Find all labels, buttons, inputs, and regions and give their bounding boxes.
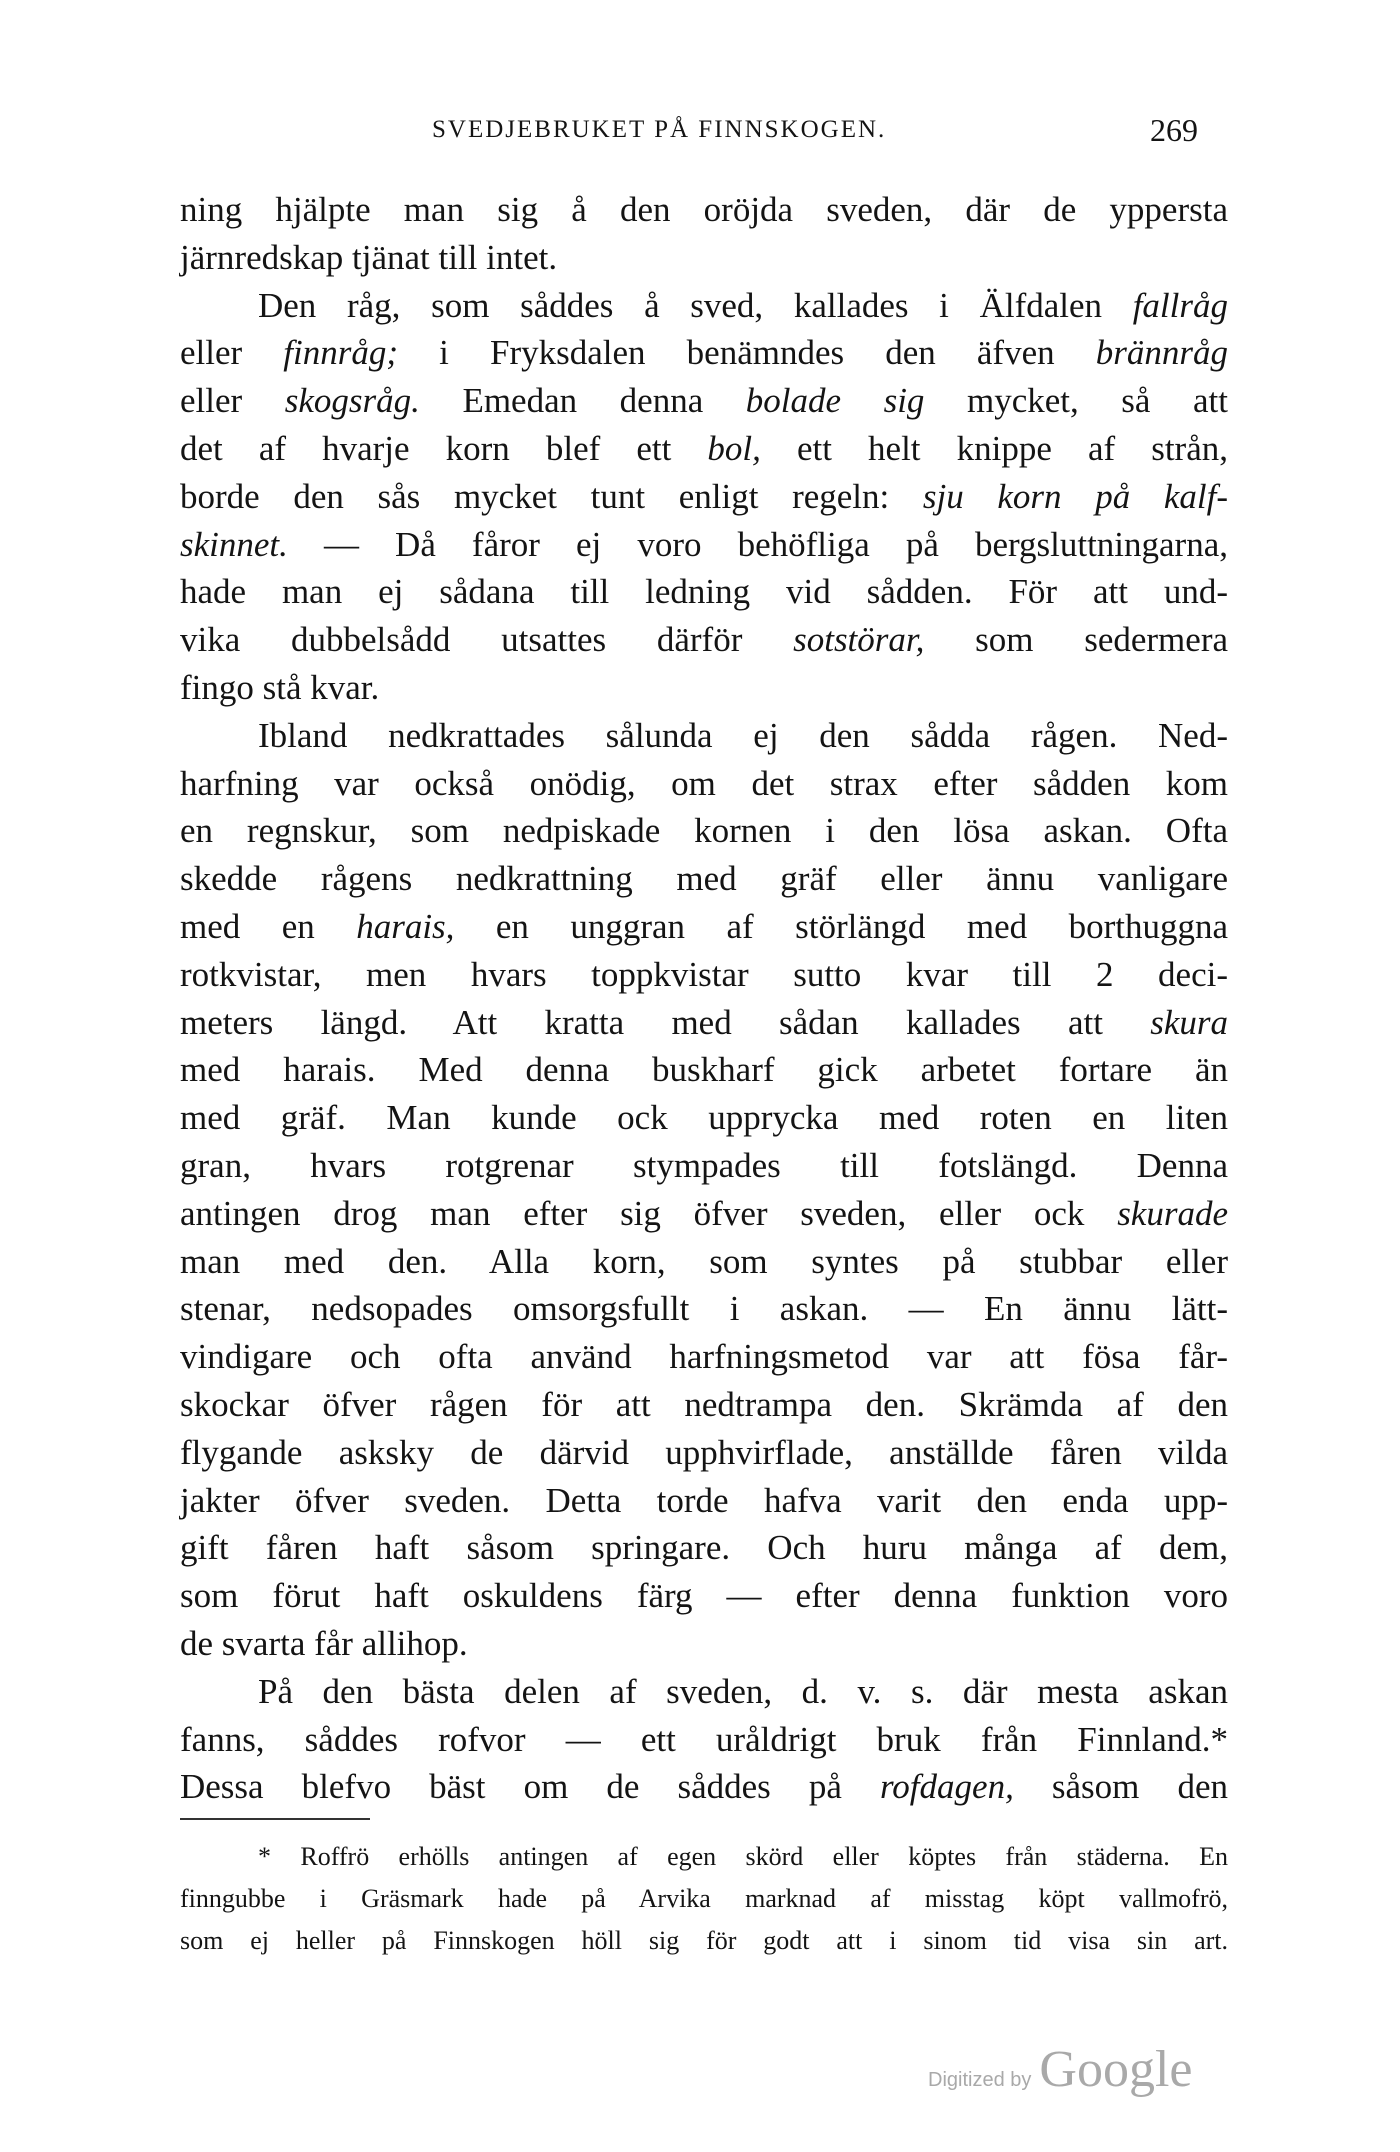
footnote-line: * Roffrö erhölls antingen af egen skörd eller köptes från städerna. En bbox=[258, 1842, 1228, 1871]
text-segment: rotkvistar, men hvars toppkvistar sutto kvar till 2 deci- bbox=[180, 954, 1228, 994]
text-segment: de svarta får allihop. bbox=[180, 1623, 468, 1663]
google-logo: Google bbox=[1039, 2041, 1193, 2098]
running-title: SVEDJEBRUKET PÅ FINNSKOGEN. bbox=[432, 116, 887, 143]
text-segment: en regnskur, som nedpiskade kornen i den lösa askan. Ofta bbox=[180, 811, 1228, 851]
footnote-divider bbox=[180, 1818, 370, 1820]
text-line bbox=[180, 1524, 1228, 1572]
text-line bbox=[180, 282, 1228, 330]
text-segment: fanns, såddes rofvor — ett uråldrigt bruk från Finnland.* bbox=[180, 1719, 1228, 1759]
italic-term: brännråg bbox=[1095, 333, 1228, 373]
italic-term: finnråg; bbox=[283, 333, 399, 373]
text-segment: Emedan denna bbox=[419, 381, 746, 421]
text-line bbox=[180, 1238, 1228, 1286]
text-line bbox=[180, 1285, 1228, 1333]
text-segment: skockar öfver rågen för att nedtrampa den. Skrämda af den bbox=[180, 1384, 1228, 1424]
text-line bbox=[180, 186, 1228, 234]
text-segment: stenar, nedsopades omsorgsfullt i askan. — En ännu lätt- bbox=[180, 1289, 1228, 1329]
text-line bbox=[180, 377, 1228, 425]
footnote bbox=[180, 1836, 1228, 1962]
text-line bbox=[180, 1763, 1228, 1811]
italic-term: skinnet. bbox=[180, 524, 288, 564]
text-segment: harfning var också onödig, om det strax efter sådden kom bbox=[180, 763, 1228, 803]
text-segment: meters längd. Att kratta med sådan kallades att bbox=[180, 1002, 1151, 1042]
footnote-line: finngubbe i Gräsmark hade på Arvika marknad af misstag köpt vallmofrö, bbox=[180, 1884, 1228, 1913]
text-segment: gift fåren haft såsom springare. Och huru många af dem, bbox=[180, 1528, 1228, 1568]
text-segment: Ibland nedkrattades sålunda ej den sådda rågen. Ned- bbox=[258, 715, 1228, 755]
text-line bbox=[180, 1046, 1228, 1094]
text-segment: hade man ej sådana till ledning vid sådden. För att und- bbox=[180, 572, 1228, 612]
text-segment: flygande asksky de därvid upphvirflade, anställde fåren vilda bbox=[180, 1432, 1228, 1472]
text-line bbox=[180, 1381, 1228, 1429]
italic-term: skurade bbox=[1117, 1193, 1228, 1233]
text-line bbox=[180, 329, 1228, 377]
text-segment: man med den. Alla korn, som syntes på stubbar eller bbox=[180, 1241, 1228, 1281]
text-line bbox=[180, 855, 1228, 903]
text-line bbox=[180, 521, 1228, 569]
text-segment: gran, hvars rotgrenar stympades till fotslängd. Denna bbox=[180, 1145, 1228, 1185]
text-line bbox=[180, 1716, 1228, 1764]
text-segment: På den bästa delen af sveden, d. v. s. där mesta askan bbox=[258, 1671, 1228, 1711]
text-segment: Dessa blefvo bäst om de såddes på bbox=[180, 1767, 880, 1807]
text-line bbox=[180, 1477, 1228, 1525]
digitized-by-watermark bbox=[928, 2040, 1192, 2099]
text-segment: mycket, så att bbox=[924, 381, 1228, 421]
text-segment: antingen drog man efter sig öfver sveden, eller ock bbox=[180, 1193, 1118, 1233]
text-line bbox=[180, 1572, 1228, 1620]
text-segment: eller bbox=[180, 381, 285, 421]
text-segment: jakter öfver sveden. Detta torde hafva varit den enda upp- bbox=[180, 1480, 1228, 1520]
text-line bbox=[180, 807, 1228, 855]
text-line bbox=[180, 1094, 1228, 1142]
text-segment: vika dubbelsådd utsattes därför bbox=[180, 620, 794, 660]
text-segment: med en bbox=[180, 906, 357, 946]
text-segment: — Då fåror ej voro behöfliga på bergsluttningarna, bbox=[287, 524, 1228, 564]
italic-term: bolade sig bbox=[745, 381, 925, 421]
text-segment: eller bbox=[180, 333, 284, 373]
text-line bbox=[180, 712, 1228, 760]
body-text bbox=[180, 186, 1228, 1811]
italic-term: rofdagen, bbox=[879, 1767, 1014, 1807]
text-line bbox=[180, 1142, 1228, 1190]
italic-term: skura bbox=[1150, 1002, 1228, 1042]
text-line bbox=[180, 425, 1228, 473]
text-line bbox=[180, 1333, 1228, 1381]
text-segment: i Fryksdalen benämndes den äfven bbox=[398, 333, 1096, 373]
italic-term: harais, bbox=[356, 906, 455, 946]
text-segment: fingo stå kvar. bbox=[180, 667, 380, 707]
italic-term: fallråg bbox=[1132, 285, 1228, 325]
text-line bbox=[180, 999, 1228, 1047]
text-segment: en unggran af störlängd med borthuggna bbox=[454, 906, 1228, 946]
text-segment: Den råg, som såddes å sved, kallades i Älfdalen bbox=[258, 285, 1133, 325]
text-segment: ning hjälpte man sig å den oröjda sveden, där de yppersta bbox=[180, 190, 1228, 229]
watermark-prefix: Digitized by bbox=[928, 2069, 1032, 2091]
text-line bbox=[180, 1668, 1228, 1716]
text-line bbox=[180, 616, 1228, 664]
page-number: 269 bbox=[1150, 112, 1198, 148]
text-line bbox=[180, 1190, 1228, 1238]
text-segment: som förut haft oskuldens färg — efter denna funktion voro bbox=[180, 1576, 1228, 1616]
italic-term: bol, bbox=[707, 428, 761, 468]
text-segment: det af hvarje korn blef ett bbox=[180, 428, 708, 468]
text-line bbox=[180, 760, 1228, 808]
text-segment: med harais. Med denna buskharf gick arbetet fortare än bbox=[180, 1050, 1228, 1090]
text-segment: borde den sås mycket tunt enligt regeln: bbox=[180, 476, 923, 516]
text-segment: såsom den bbox=[1013, 1767, 1229, 1807]
italic-term: sju korn på kalf- bbox=[922, 476, 1228, 516]
text-line bbox=[180, 951, 1228, 999]
footnote-line: som ej heller på Finnskogen höll sig för godt att i sinom tid visa sin art. bbox=[180, 1926, 1228, 1955]
text-segment: som sedermera bbox=[924, 620, 1229, 660]
italic-term: sotstörar, bbox=[793, 620, 925, 660]
text-segment: järnredskap tjänat till intet. bbox=[180, 237, 558, 277]
text-segment: vindigare och ofta använd harfningsmetod var att fösa får- bbox=[180, 1337, 1228, 1377]
text-line bbox=[180, 234, 1228, 282]
text-line bbox=[180, 664, 1228, 712]
text-line bbox=[180, 903, 1228, 951]
italic-term: skogsråg. bbox=[284, 381, 420, 421]
text-line bbox=[180, 568, 1228, 616]
text-segment: skedde rågens nedkrattning med gräf eller ännu vanligare bbox=[180, 859, 1228, 899]
text-line bbox=[180, 473, 1228, 521]
text-line bbox=[180, 1620, 1228, 1668]
text-segment: ett helt knippe af strån, bbox=[760, 428, 1228, 468]
text-segment: med gräf. Man kunde ock upprycka med roten en liten bbox=[180, 1098, 1228, 1138]
text-line bbox=[180, 1429, 1228, 1477]
page-header bbox=[0, 112, 1400, 156]
